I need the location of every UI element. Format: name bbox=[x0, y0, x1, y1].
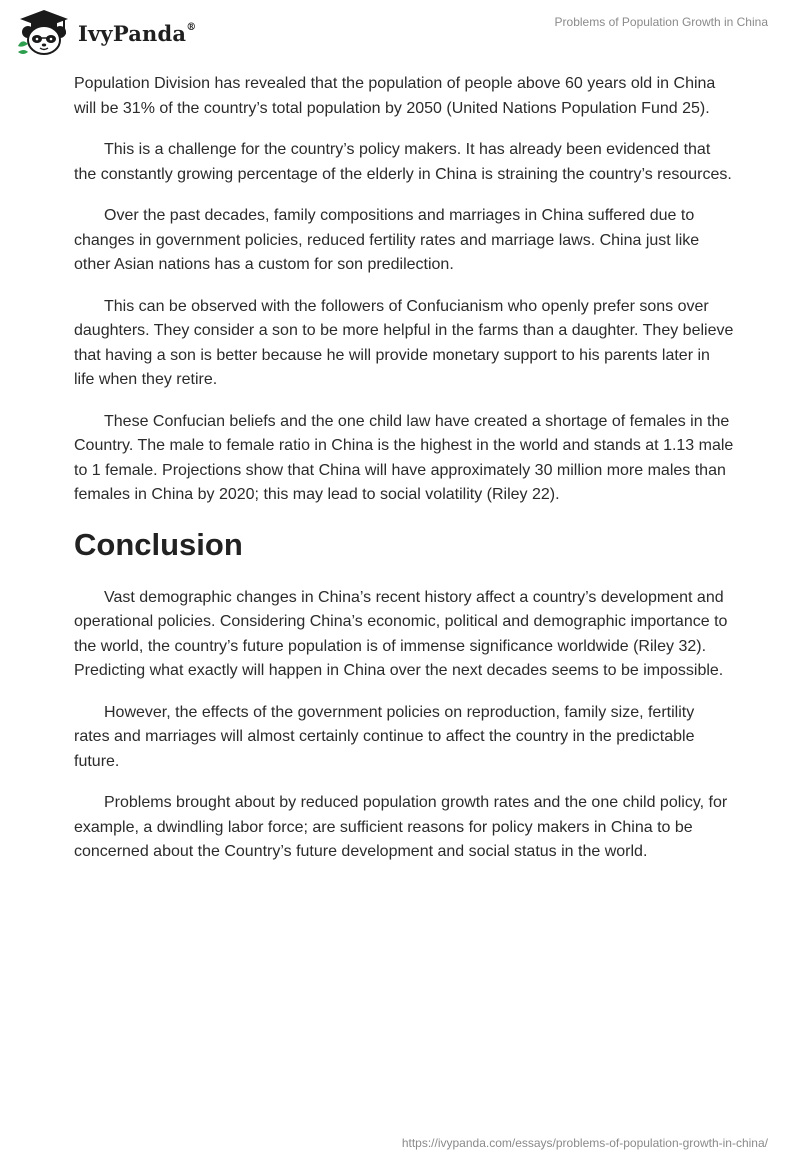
panda-graduate-icon bbox=[14, 8, 74, 56]
paragraph: Vast demographic changes in China’s recent history affect a country’s development and operational policies. Considering China’s economic, political and demographic importance to the world, the country’s future population is of immense significance worldwide (Riley 32). Predicting what exactly will happen in China over the next decades seems to be impossible. bbox=[74, 588, 728, 679]
brand-name bbox=[78, 21, 196, 46]
page-header bbox=[0, 0, 800, 60]
paragraph: Problems brought about by reduced population growth rates and the one child policy, for example, a dwindling labor force; are sufficient reasons for policy makers in China to be concerned about the Country’s future development and social status in the world. bbox=[74, 794, 728, 860]
paragraph: This is a challenge for the country’s policy makers. It has already been evidenced that the constantly growing percentage of the elderly in China is straining the country’s resources. bbox=[74, 141, 732, 183]
brand-text: IvyPanda bbox=[78, 20, 187, 46]
paragraph: This can be observed with the followers of Confucianism who openly prefer sons over daughters. They consider a son to be more helpful in the farms than a daughter. They believe that having a son is better because he will provide monetary support to his parents later in life when they retire. bbox=[74, 297, 734, 388]
paragraph: Population Division has revealed that the population of people above 60 years old in China will be 31% of the country’s total population by 2050 (United Nations Population Fund 25). bbox=[74, 75, 716, 117]
conclusion-heading: Conclusion bbox=[74, 526, 243, 562]
paragraph: However, the effects of the government policies on reproduction, family size, fertility rates and marriages will almost certainly continue to affect the country in the predictable future. bbox=[74, 703, 695, 770]
source-url-link[interactable]: https://ivypanda.com/essays/problems-of-population-growth-in-china/ bbox=[401, 1136, 768, 1150]
paragraph: These Confucian beliefs and the one child law have created a shortage of females in the Country. The male to female ratio in China is the highest in the world and stands at 1.13 male to 1 female. Projections show that China will have approximately 30 million more males than females in China by 2020; this may lead to social volatility (Riley 22). bbox=[74, 412, 734, 503]
essay-content bbox=[74, 72, 734, 882]
document-title: Problems of Population Growth in China bbox=[554, 15, 768, 29]
ivypanda-logo[interactable] bbox=[14, 8, 196, 56]
registered-mark: ® bbox=[186, 21, 197, 33]
paragraph: Over the past decades, family compositions and marriages in China suffered due to changes in government policies, reduced fertility rates and marriage laws. China just like other Asian nations has a custom for son predilection. bbox=[74, 207, 700, 273]
